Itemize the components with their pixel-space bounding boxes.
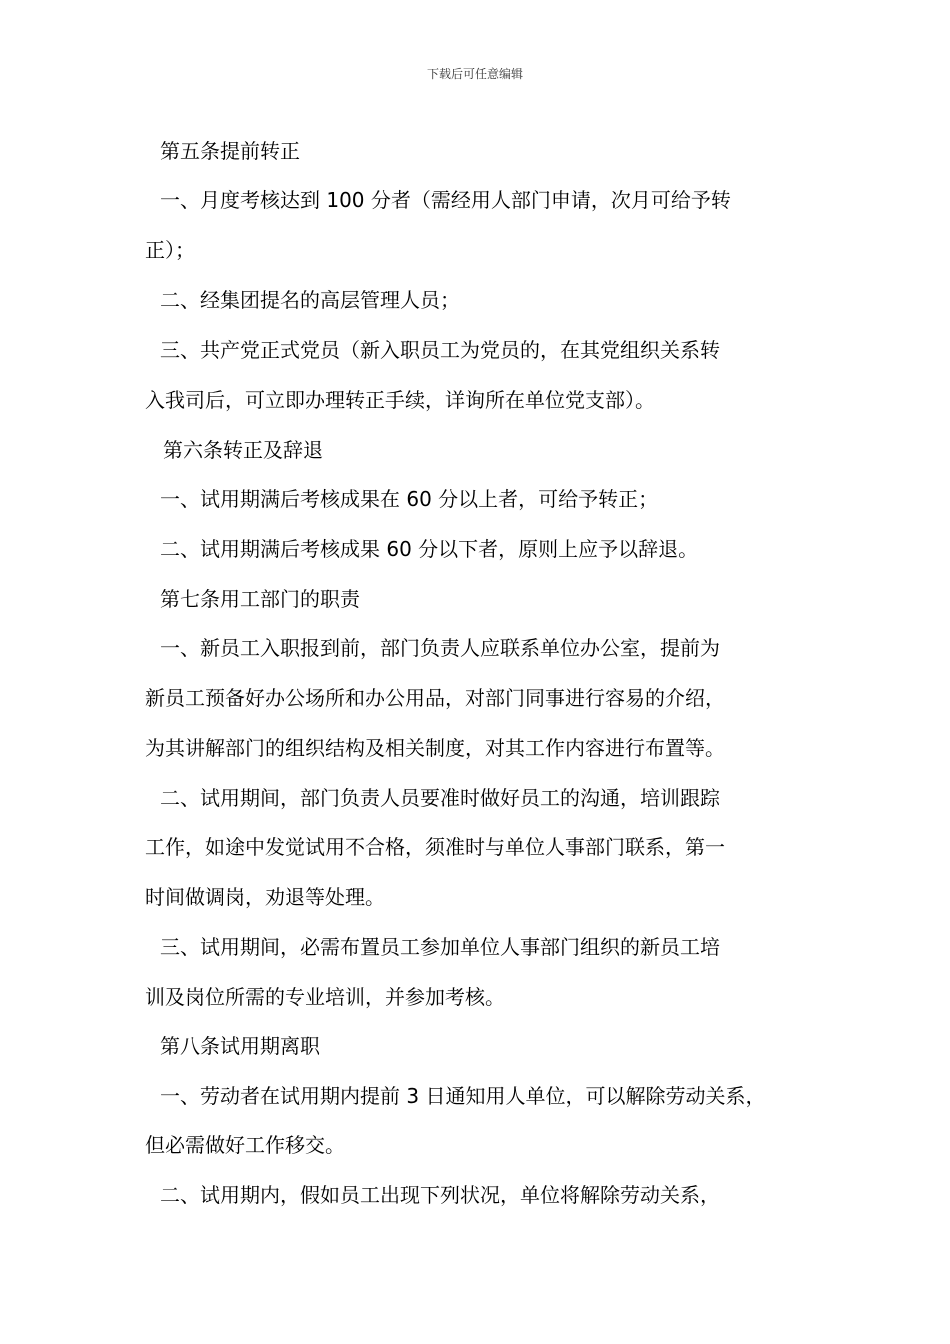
- paragraph-line: 入我司后，可立即办理转正手续，详询所在单位党支部）。: [145, 388, 655, 412]
- article-heading: 第八条试用期离职: [160, 1034, 320, 1058]
- article-heading: 第五条提前转正: [160, 139, 300, 163]
- paragraph-line: 一、试用期满后考核成果在 60 分以上者，可给予转正；: [160, 487, 659, 511]
- article-heading: 第六条转正及辞退: [163, 438, 323, 462]
- paragraph-line: 但必需做好工作移交。: [145, 1133, 345, 1157]
- paragraph-line: 正）；: [145, 238, 195, 262]
- paragraph-line: 一、劳动者在试用期内提前 3 日通知用人单位，可以解除劳动关系，: [160, 1084, 766, 1108]
- paragraph-line: 工作，如途中发觉试用不合格，须准时与单位人事部门联系，第一: [145, 835, 725, 859]
- paragraph-line: 一、新员工入职报到前，部门负责人应联系单位办公室，提前为: [160, 636, 720, 660]
- paragraph-line: 三、试用期间，必需布置员工参加单位人事部门组织的新员工培: [160, 935, 720, 959]
- paragraph-line: 新员工预备好办公场所和办公用品，对部门同事进行容易的介绍，: [145, 686, 725, 710]
- article-heading: 第七条用工部门的职责: [160, 587, 360, 611]
- paragraph-line: 二、试用期内，假如员工出现下列状况，单位将解除劳动关系，: [160, 1183, 720, 1207]
- paragraph-line: 训及岗位所需的专业培训，并参加考核。: [145, 985, 505, 1009]
- paragraph-line: 三、共产党正式党员（新入职员工为党员的，在其党组织关系转: [160, 338, 720, 362]
- paragraph-line: 二、试用期间，部门负责人员要准时做好员工的沟通，培训跟踪: [160, 786, 720, 810]
- paragraph-line: 为其讲解部门的组织结构及相关制度，对其工作内容进行布置等。: [145, 736, 725, 760]
- paragraph-line: 二、试用期满后考核成果 60 分以下者，原则上应予以辞退。: [160, 537, 699, 561]
- paragraph-line: 时间做调岗，劝退等处理。: [145, 885, 385, 909]
- page-header: 下载后可任意编辑: [426, 67, 523, 81]
- paragraph-line: 一、月度考核达到 100 分者（需经用人部门申请，次月可给予转: [160, 188, 731, 212]
- paragraph-line: 二、经集团提名的高层管理人员；: [160, 288, 460, 312]
